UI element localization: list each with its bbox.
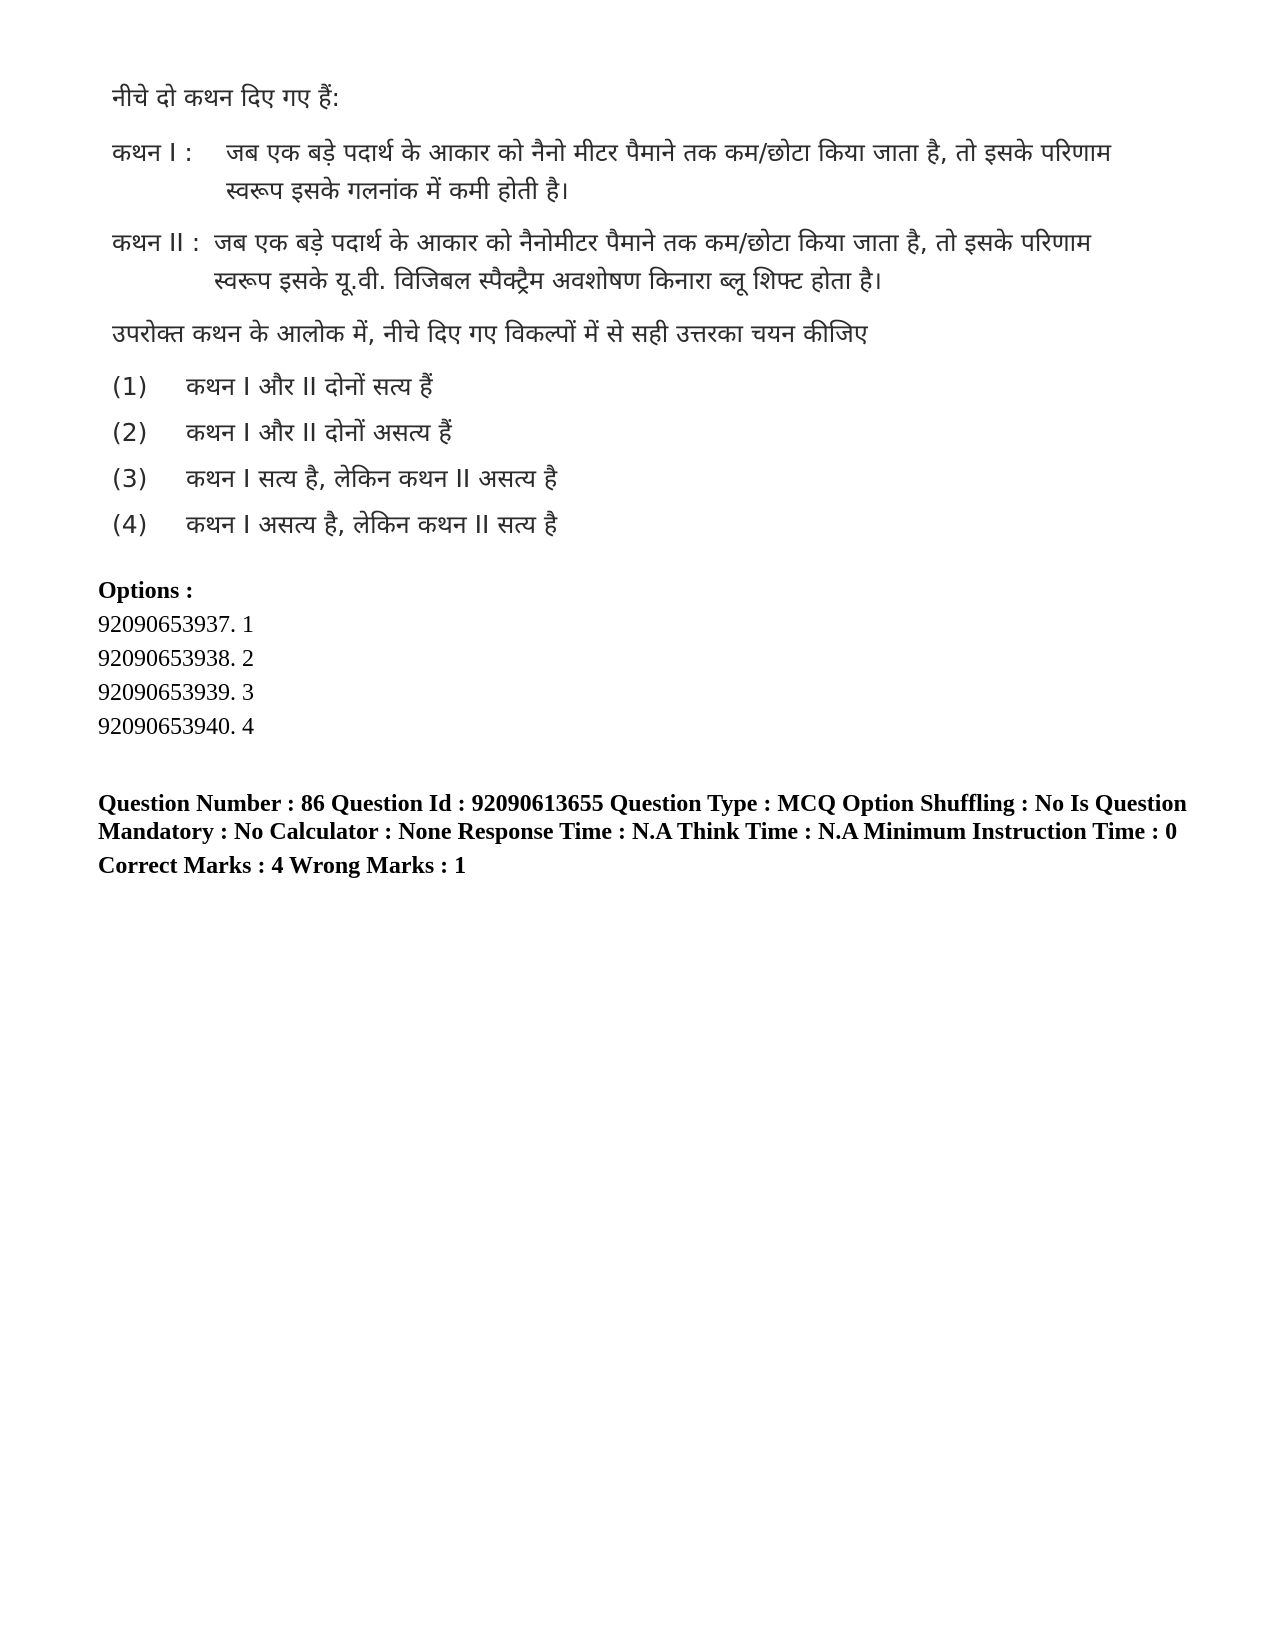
- choice-3-text: कथन I सत्य है, लेकिन कथन II असत्य है: [186, 464, 558, 493]
- choice-4-number: (4): [112, 510, 148, 539]
- choice-1: [112, 364, 1112, 410]
- statement-1-text: जब एक बड़े पदार्थ के आकार को नैनो मीटर पैमाने तक कम/छोटा किया जाता है, तो इसके परिणाम स्वरूप इसके गलनांक में कमी होती है।: [226, 138, 1112, 205]
- choice-2-number: (2): [112, 418, 148, 447]
- statement-1-label: कथन I :: [112, 138, 193, 167]
- statement-2: [112, 224, 1112, 300]
- choice-2: [112, 410, 1112, 456]
- question-image: [112, 70, 1112, 548]
- options-heading: Options :: [98, 578, 194, 604]
- statement-1: [112, 134, 1112, 210]
- choice-1-text: कथन I और II दोनों सत्य हैं: [186, 372, 433, 401]
- question-info: Question Number : 86 Question Id : 92090613655 Question Type : MCQ Option Shuffling : No Is Question Mandatory : No Calculator : None Response Time : N.A Think Time : N.A Minimum Instruction Time : 0: [98, 791, 1187, 845]
- choice-2-text: कथन I और II दोनों असत्य हैं: [186, 418, 452, 447]
- option-3: 92090653939. 3: [98, 680, 254, 706]
- option-1: 92090653937. 1: [98, 612, 254, 638]
- question-intro: नीचे दो कथन दिए गए हैं:: [112, 83, 340, 112]
- question-instruction: उपरोक्त कथन के आलोक में, नीचे दिए गए विकल्पों में से सही उत्तरका चयन कीजिए: [112, 319, 868, 348]
- choice-4: [112, 502, 1112, 548]
- answer-meta: [98, 574, 1198, 880]
- question-marks: Correct Marks : 4 Wrong Marks : 1: [98, 853, 467, 879]
- choice-3-number: (3): [112, 464, 148, 493]
- choice-4-text: कथन I असत्य है, लेकिन कथन II सत्य है: [186, 510, 558, 539]
- statement-2-text: जब एक बड़े पदार्थ के आकार को नैनोमीटर पैमाने तक कम/छोटा किया जाता है, तो इसके परिणाम स्वरूप इसके यू.वी. विजिबल स्पैक्ट्रैम अवशोषण किनारा ब्लू शिफ्ट होता है।: [214, 228, 1092, 295]
- choice-1-number: (1): [112, 372, 148, 401]
- option-4: 92090653940. 4: [98, 714, 254, 740]
- choice-3: [112, 456, 1112, 502]
- statement-2-label: कथन II :: [112, 228, 201, 257]
- option-2: 92090653938. 2: [98, 646, 254, 672]
